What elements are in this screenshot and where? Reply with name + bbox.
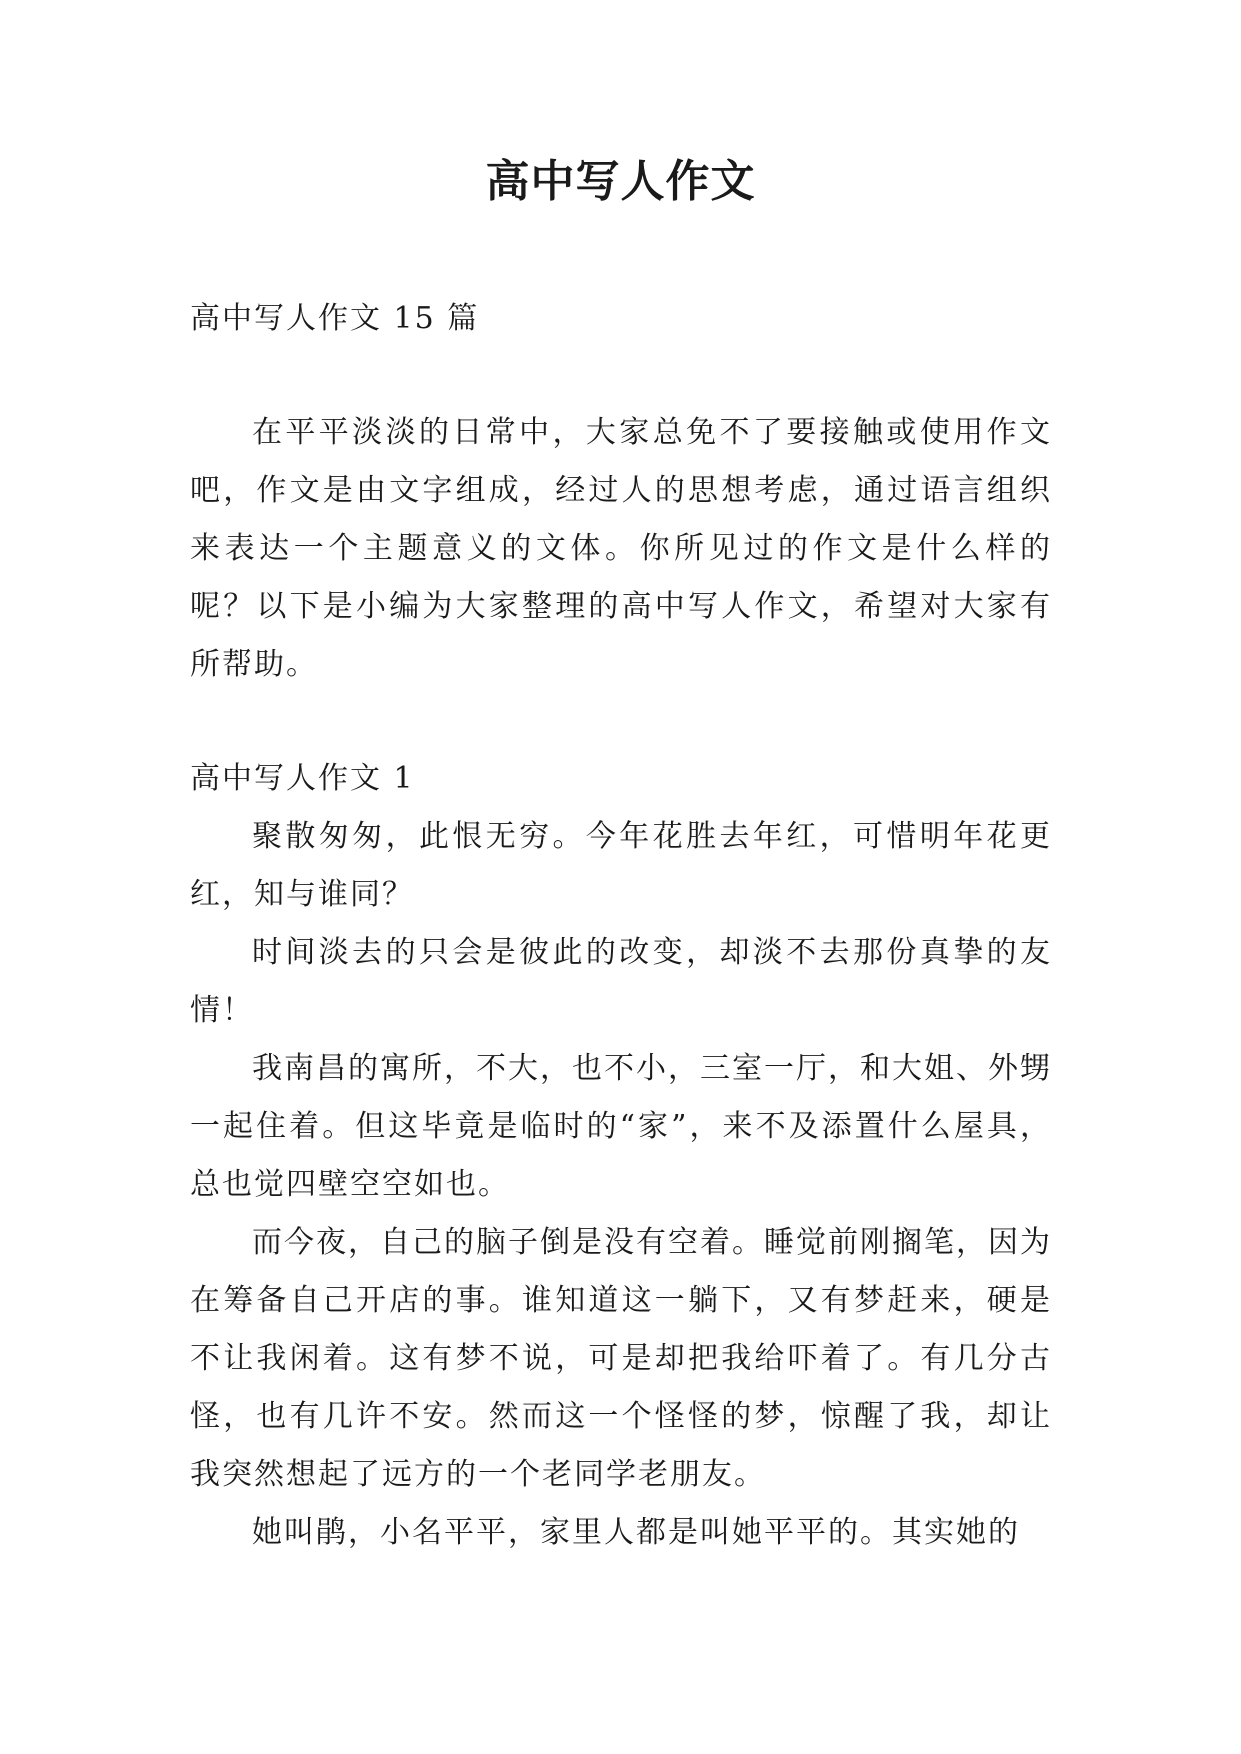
document-subtitle: 高中写人作文 15 篇 xyxy=(190,301,480,336)
document-title: 高中写人作文 xyxy=(485,156,756,207)
document-body xyxy=(190,290,1052,1562)
intro-paragraph: 在平平淡淡的日常中，大家总免不了要接触或使用作文吧，作文是由文字组成，经过人的思想考虑，通过语言组织来表达一个主题意义的文体。你所见过的作文是什么样的呢？以下是小编为大家整理的高中写人作文，希望对大家有所帮助。 xyxy=(190,415,1052,682)
body-paragraph: 而今夜，自己的脑子倒是没有空着。睡觉前刚搁笔，因为在筹备自己开店的事。谁知道这一躺下，又有梦赶来，硬是不让我闲着。这有梦不说，可是却把我给吓着了。有几分古怪，也有几许不安。然而这一个怪怪的梦，惊醒了我，却让我突然想起了远方的一个老同学老朋友。 xyxy=(190,1225,1052,1492)
body-paragraph: 聚散匆匆，此恨无穷。今年花胜去年红，可惜明年花更红，知与谁同？ xyxy=(190,819,1052,912)
body-paragraph: 时间淡去的只会是彼此的改变，却淡不去那份真挚的友情！ xyxy=(190,935,1052,1028)
body-paragraph: 我南昌的寓所，不大，也不小，三室一厅，和大姐、外甥一起住着。但这毕竟是临时的“家”，来不及添置什么屋具，总也觉四壁空空如也。 xyxy=(190,1051,1052,1202)
section-heading: 高中写人作文 1 xyxy=(190,761,415,796)
spacer xyxy=(190,694,1052,750)
spacer xyxy=(190,348,1052,404)
body-paragraph: 她叫鹃，小名平平，家里人都是叫她平平的。其实她的 xyxy=(252,1515,1020,1550)
